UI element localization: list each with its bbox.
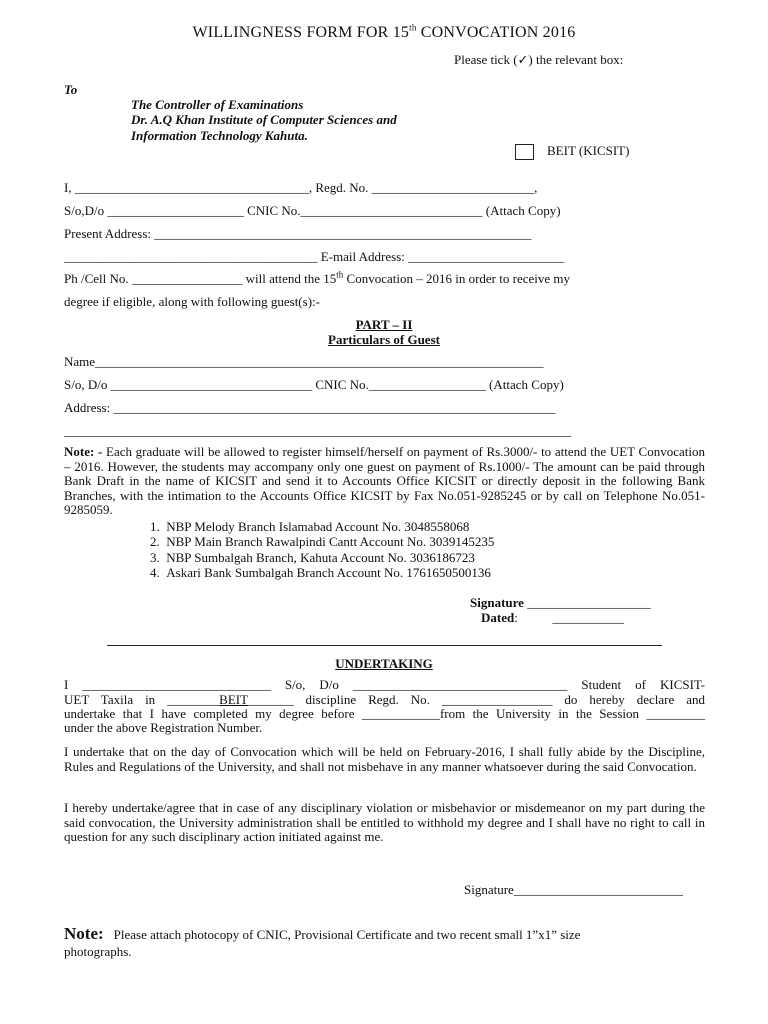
undertaking-line-4: under the above Registration Number. (64, 720, 263, 735)
address-line-2: Dr. A.Q Khan Institute of Computer Sciences and (131, 112, 397, 127)
dated-label: Dated (481, 610, 515, 625)
bank-item-text: Askari Bank Sumbalgah Branch Account No. 1761650500136 (166, 565, 491, 581)
beit-checkbox[interactable] (515, 144, 534, 160)
payment-note-label: Note: - (64, 444, 103, 459)
footer-note-text-2: photographs. (64, 944, 132, 959)
discipline-beit: BEIT (219, 692, 249, 707)
field-so-cnic[interactable]: S/o,D/o _____________________ CNIC No.____________________________ (Attach Copy) (64, 203, 561, 218)
payment-note-text: Each graduate will be allowed to register himself/herself on payment of Rs.3000/- to attend the UET Convocation – 2016. However, the students may accompany only one guest on payment of Rs.1000/- The amount can be paid through Bank Draft in the name of KICSIT and send it to Accounts Office KICSIT or directly deposit in the following Bank Branches, with the intimation to the Accounts Office KICSIT by Fax No.051-9285245 or by call on Telephone No.051-9285059. (64, 444, 705, 518)
guest-address-field-2[interactable]: ______________________________________________________________________________ (64, 423, 571, 438)
phone-text-post: Convocation – 2016 in order to receive my (343, 271, 571, 286)
title-post: CONVOCATION 2016 (416, 24, 576, 41)
field-phone[interactable] (64, 271, 570, 287)
footer-note (64, 924, 580, 944)
part-2-subheading: Particulars of Guest (328, 332, 440, 347)
undertaking-line-3[interactable]: undertake that I have completed my degree before ____________from the University in the Session _________ (64, 706, 705, 721)
bank-item: 2. NBP Main Branch Rawalpindi Cantt Account No. 3039145235 (150, 534, 495, 550)
undertaking-heading: UNDERTAKING (335, 656, 433, 671)
title-pre: WILLINGNESS FORM FOR 15 (192, 24, 410, 41)
undertaking-signature[interactable]: Signature__________________________ (464, 882, 683, 897)
undertaking-paragraph-3: I hereby undertake/agree that in case of any disciplinary violation or misbehavior or misdemeanor on my part during the said convocation, the University administration shall be entitled to withhold my degree and I shall have no right to call in question for any such disciplinary action initiated against me. (64, 800, 705, 844)
signature-row[interactable] (470, 595, 651, 611)
degree-guest-line: degree if eligible, along with following guest(s):- (64, 294, 320, 309)
bank-item-text: NBP Main Branch Rawalpindi Cantt Account No. 3039145235 (166, 534, 495, 550)
phone-text-sup: th (336, 269, 344, 280)
guest-name-field[interactable]: Name_____________________________________________________________________ (64, 354, 544, 369)
bank-item-text: NBP Melody Branch Islamabad Account No. 3048558068 (166, 519, 470, 534)
part-2-heading: PART – II (355, 317, 413, 332)
signature-label: Signature (470, 595, 524, 610)
field-name-regd[interactable]: I, ____________________________________, Regd. No. _________________________, (64, 180, 538, 195)
page-title (0, 24, 768, 42)
field-email[interactable]: _______________________________________ E-mail Address: ________________________ (64, 249, 565, 264)
undertaking-line-2-a: UET Taxila in ________ (64, 692, 220, 707)
address-line-3: Information Technology Kahuta. (131, 128, 308, 143)
bank-item-text: NBP Sumbalgah Branch, Kahuta Account No. 3036186723 (166, 549, 475, 565)
bank-list (150, 519, 494, 581)
dated-line: ___________ (552, 610, 624, 625)
address-line-1: The Controller of Examinations (131, 97, 304, 112)
dated-row[interactable] (481, 610, 624, 626)
dated-colon: : (514, 610, 518, 625)
payment-note (64, 445, 705, 518)
undertaking-line-1[interactable]: I _____________________________ S/o, D/o _________________________________ Student of KICSIT- (64, 677, 705, 692)
field-present-address[interactable]: Present Address: __________________________________________________________ (64, 226, 532, 241)
guest-address-field[interactable]: Address: ____________________________________________________________________ (64, 400, 556, 415)
undertaking-line-2-b: _______ discipline Regd. No. _________________ do hereby declare and (248, 692, 705, 707)
address-to: To (64, 82, 78, 97)
bank-item: 4. Askari Bank Sumbalgah Branch Account No. 1761650500136 (150, 565, 491, 581)
tick-instruction: Please tick (✓) the relevant box: (454, 52, 624, 67)
guest-so-cnic-field[interactable]: S/o, D/o _______________________________ CNIC No.__________________ (Attach Copy) (64, 377, 564, 392)
bank-item: 1. NBP Melody Branch Islamabad Account No. 3048558068 (150, 519, 470, 534)
footer-note-label: Note: (64, 924, 104, 943)
section-divider (107, 645, 662, 646)
title-sup: th (409, 22, 417, 33)
phone-text-pre: Ph /Cell No. _________________ will attend the 15 (64, 271, 337, 286)
bank-item: 3. NBP Sumbalgah Branch, Kahuta Account No. 3036186723 (150, 549, 475, 565)
beit-checkbox-label: BEIT (KICSIT) (547, 143, 630, 158)
footer-note-text: Please attach photocopy of CNIC, Provisional Certificate and two recent small 1”x1” size (113, 927, 581, 942)
undertaking-paragraph-2: I undertake that on the day of Convocation which will be held on February-2016, I shall fully abide by the Discipline, Rules and Regulations of the University, and shall not misbehave in any manner whatsoever during the said Convocation. (64, 744, 705, 774)
signature-line: ___________________ (527, 595, 651, 610)
